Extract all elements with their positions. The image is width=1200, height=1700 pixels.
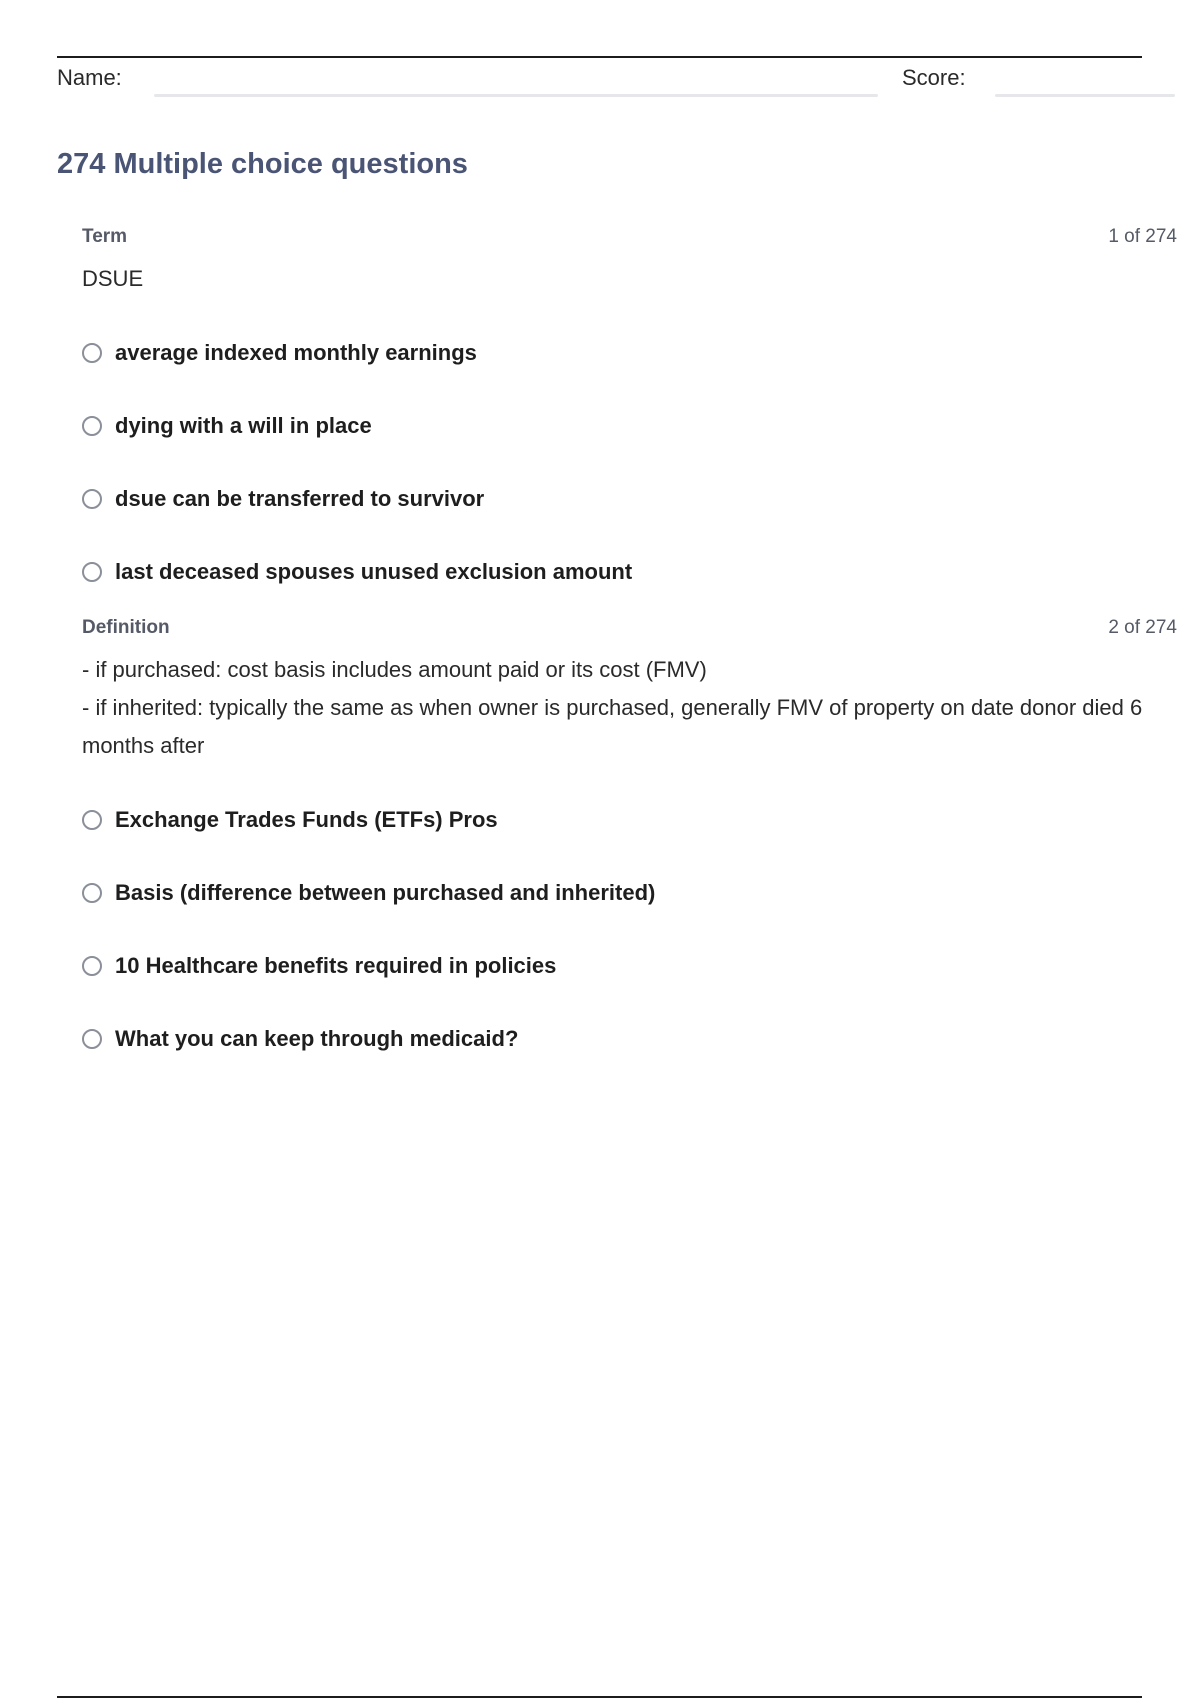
answer-option[interactable] — [82, 316, 1177, 389]
name-score-row — [57, 62, 1177, 102]
radio-button-icon[interactable] — [82, 416, 102, 436]
question-prompt — [82, 651, 1177, 765]
bottom-rule — [57, 1696, 1142, 1698]
answer-option-label: Exchange Trades Funds (ETFs) Pros — [115, 806, 498, 832]
answer-options — [82, 316, 1177, 608]
page-title: 274 Multiple choice questions — [57, 148, 468, 180]
question-type-label: Term — [82, 226, 128, 247]
radio-button-icon[interactable] — [82, 810, 102, 830]
name-field[interactable] — [154, 94, 878, 97]
answer-option-label: What you can keep through medicaid? — [115, 1025, 519, 1051]
answer-option-label: last deceased spouses unused exclusion amount — [115, 558, 633, 584]
answer-option[interactable] — [82, 389, 1177, 462]
prompt-line: - if purchased: cost basis includes amount paid or its cost (FMV) — [82, 657, 707, 682]
answer-option[interactable] — [82, 1002, 1177, 1075]
answer-option[interactable] — [82, 535, 1177, 608]
question-1 — [82, 226, 1177, 608]
question-2 — [82, 617, 1177, 1075]
answer-option[interactable] — [82, 462, 1177, 535]
question-type-label: Definition — [82, 617, 170, 638]
answer-option[interactable] — [82, 783, 1177, 856]
answer-option-label: Basis (difference between purchased and inherited) — [115, 879, 656, 905]
radio-button-icon[interactable] — [82, 883, 102, 903]
score-field[interactable] — [995, 94, 1175, 97]
answer-option-label: average indexed monthly earnings — [115, 339, 477, 365]
name-label: Name: — [57, 65, 122, 90]
answer-options — [82, 783, 1177, 1075]
radio-button-icon[interactable] — [82, 489, 102, 509]
radio-button-icon[interactable] — [82, 343, 102, 363]
radio-button-icon[interactable] — [82, 562, 102, 582]
question-counter: 2 of 274 — [1108, 617, 1177, 638]
answer-option-label: dsue can be transferred to survivor — [115, 485, 485, 511]
question-header — [82, 226, 1177, 252]
answer-option-label: dying with a will in place — [115, 412, 372, 438]
radio-button-icon[interactable] — [82, 1029, 102, 1049]
question-counter: 1 of 274 — [1108, 226, 1177, 247]
answer-option-label: 10 Healthcare benefits required in policies — [115, 952, 557, 978]
score-label: Score: — [902, 65, 966, 90]
prompt-line: - if inherited: typically the same as when owner is purchased, generally FMV of property on date donor died 6 months after — [82, 695, 1143, 758]
answer-option[interactable] — [82, 856, 1177, 929]
answer-option[interactable] — [82, 929, 1177, 1002]
top-rule — [57, 56, 1142, 58]
question-header — [82, 617, 1177, 643]
radio-button-icon[interactable] — [82, 956, 102, 976]
prompt-line: DSUE — [82, 266, 144, 291]
question-prompt — [82, 260, 1177, 298]
